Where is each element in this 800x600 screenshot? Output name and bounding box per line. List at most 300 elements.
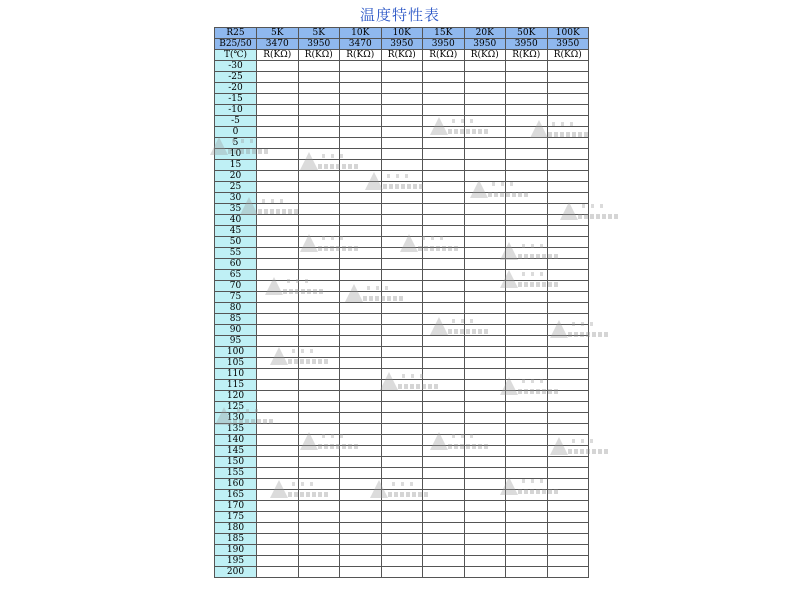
resistance-cell[interactable] (547, 380, 589, 391)
resistance-cell[interactable] (423, 127, 465, 138)
resistance-cell[interactable] (506, 347, 548, 358)
resistance-cell[interactable] (257, 94, 299, 105)
resistance-cell[interactable] (298, 237, 340, 248)
resistance-cell[interactable] (423, 567, 465, 578)
resistance-cell[interactable] (423, 545, 465, 556)
resistance-cell[interactable] (257, 116, 299, 127)
resistance-cell[interactable] (340, 94, 382, 105)
resistance-cell[interactable] (381, 490, 423, 501)
resistance-cell[interactable] (257, 490, 299, 501)
resistance-cell[interactable] (298, 116, 340, 127)
resistance-cell[interactable] (298, 83, 340, 94)
resistance-cell[interactable] (423, 457, 465, 468)
resistance-cell[interactable] (257, 204, 299, 215)
resistance-cell[interactable] (381, 160, 423, 171)
resistance-cell[interactable] (506, 435, 548, 446)
resistance-cell[interactable] (381, 446, 423, 457)
resistance-cell[interactable] (464, 215, 506, 226)
resistance-cell[interactable] (298, 424, 340, 435)
resistance-cell[interactable] (298, 402, 340, 413)
resistance-cell[interactable] (464, 424, 506, 435)
resistance-cell[interactable] (381, 149, 423, 160)
resistance-cell[interactable] (340, 336, 382, 347)
resistance-cell[interactable] (381, 369, 423, 380)
resistance-cell[interactable] (423, 523, 465, 534)
resistance-cell[interactable] (257, 501, 299, 512)
resistance-cell[interactable] (423, 512, 465, 523)
resistance-cell[interactable] (547, 468, 589, 479)
resistance-cell[interactable] (423, 259, 465, 270)
resistance-cell[interactable] (257, 369, 299, 380)
resistance-cell[interactable] (298, 457, 340, 468)
resistance-cell[interactable] (506, 358, 548, 369)
resistance-cell[interactable] (381, 171, 423, 182)
resistance-cell[interactable] (340, 127, 382, 138)
resistance-cell[interactable] (298, 512, 340, 523)
resistance-cell[interactable] (506, 138, 548, 149)
resistance-cell[interactable] (547, 446, 589, 457)
resistance-cell[interactable] (464, 556, 506, 567)
resistance-cell[interactable] (340, 83, 382, 94)
resistance-cell[interactable] (423, 292, 465, 303)
resistance-cell[interactable] (381, 94, 423, 105)
resistance-cell[interactable] (340, 490, 382, 501)
resistance-cell[interactable] (423, 325, 465, 336)
resistance-cell[interactable] (257, 270, 299, 281)
resistance-cell[interactable] (506, 567, 548, 578)
resistance-cell[interactable] (381, 380, 423, 391)
resistance-cell[interactable] (298, 259, 340, 270)
resistance-cell[interactable] (506, 94, 548, 105)
resistance-cell[interactable] (464, 116, 506, 127)
resistance-cell[interactable] (506, 556, 548, 567)
resistance-cell[interactable] (257, 380, 299, 391)
resistance-cell[interactable] (257, 83, 299, 94)
resistance-cell[interactable] (423, 347, 465, 358)
resistance-cell[interactable] (257, 61, 299, 72)
resistance-cell[interactable] (464, 413, 506, 424)
resistance-cell[interactable] (257, 314, 299, 325)
resistance-cell[interactable] (257, 281, 299, 292)
resistance-cell[interactable] (423, 182, 465, 193)
resistance-cell[interactable] (257, 237, 299, 248)
resistance-cell[interactable] (298, 105, 340, 116)
resistance-cell[interactable] (464, 182, 506, 193)
resistance-cell[interactable] (547, 105, 589, 116)
resistance-cell[interactable] (257, 259, 299, 270)
resistance-cell[interactable] (547, 556, 589, 567)
resistance-cell[interactable] (464, 468, 506, 479)
resistance-cell[interactable] (340, 446, 382, 457)
resistance-cell[interactable] (340, 270, 382, 281)
resistance-cell[interactable] (547, 193, 589, 204)
resistance-cell[interactable] (547, 314, 589, 325)
resistance-cell[interactable] (340, 215, 382, 226)
resistance-cell[interactable] (547, 325, 589, 336)
resistance-cell[interactable] (464, 501, 506, 512)
resistance-cell[interactable] (340, 523, 382, 534)
resistance-cell[interactable] (423, 468, 465, 479)
resistance-cell[interactable] (340, 556, 382, 567)
resistance-cell[interactable] (257, 127, 299, 138)
resistance-cell[interactable] (257, 182, 299, 193)
resistance-cell[interactable] (298, 369, 340, 380)
resistance-cell[interactable] (423, 105, 465, 116)
resistance-cell[interactable] (423, 83, 465, 94)
resistance-cell[interactable] (423, 534, 465, 545)
resistance-cell[interactable] (547, 116, 589, 127)
resistance-cell[interactable] (423, 391, 465, 402)
resistance-cell[interactable] (423, 314, 465, 325)
resistance-cell[interactable] (340, 391, 382, 402)
resistance-cell[interactable] (423, 358, 465, 369)
resistance-cell[interactable] (464, 193, 506, 204)
resistance-cell[interactable] (423, 193, 465, 204)
resistance-cell[interactable] (340, 479, 382, 490)
resistance-cell[interactable] (381, 457, 423, 468)
resistance-cell[interactable] (423, 237, 465, 248)
resistance-cell[interactable] (340, 325, 382, 336)
resistance-cell[interactable] (547, 424, 589, 435)
resistance-cell[interactable] (423, 556, 465, 567)
resistance-cell[interactable] (464, 380, 506, 391)
resistance-cell[interactable] (547, 83, 589, 94)
resistance-cell[interactable] (381, 523, 423, 534)
resistance-cell[interactable] (298, 490, 340, 501)
resistance-cell[interactable] (547, 303, 589, 314)
resistance-cell[interactable] (464, 61, 506, 72)
resistance-cell[interactable] (340, 248, 382, 259)
resistance-cell[interactable] (423, 215, 465, 226)
resistance-cell[interactable] (381, 424, 423, 435)
resistance-cell[interactable] (547, 391, 589, 402)
resistance-cell[interactable] (340, 138, 382, 149)
resistance-cell[interactable] (257, 303, 299, 314)
resistance-cell[interactable] (381, 127, 423, 138)
resistance-cell[interactable] (257, 391, 299, 402)
resistance-cell[interactable] (381, 248, 423, 259)
resistance-cell[interactable] (298, 501, 340, 512)
resistance-cell[interactable] (423, 116, 465, 127)
resistance-cell[interactable] (340, 149, 382, 160)
resistance-cell[interactable] (506, 83, 548, 94)
resistance-cell[interactable] (464, 281, 506, 292)
resistance-cell[interactable] (298, 149, 340, 160)
resistance-cell[interactable] (340, 402, 382, 413)
resistance-cell[interactable] (547, 457, 589, 468)
resistance-cell[interactable] (547, 435, 589, 446)
resistance-cell[interactable] (257, 248, 299, 259)
resistance-cell[interactable] (506, 512, 548, 523)
resistance-cell[interactable] (423, 61, 465, 72)
resistance-cell[interactable] (298, 138, 340, 149)
resistance-cell[interactable] (257, 193, 299, 204)
resistance-cell[interactable] (257, 424, 299, 435)
resistance-cell[interactable] (547, 215, 589, 226)
resistance-cell[interactable] (340, 281, 382, 292)
resistance-cell[interactable] (340, 512, 382, 523)
resistance-cell[interactable] (340, 457, 382, 468)
resistance-cell[interactable] (298, 380, 340, 391)
resistance-cell[interactable] (506, 490, 548, 501)
resistance-cell[interactable] (298, 413, 340, 424)
resistance-cell[interactable] (547, 292, 589, 303)
resistance-cell[interactable] (423, 160, 465, 171)
resistance-cell[interactable] (464, 358, 506, 369)
resistance-cell[interactable] (547, 402, 589, 413)
resistance-cell[interactable] (506, 237, 548, 248)
resistance-cell[interactable] (464, 336, 506, 347)
resistance-cell[interactable] (298, 556, 340, 567)
resistance-cell[interactable] (298, 72, 340, 83)
resistance-cell[interactable] (547, 138, 589, 149)
resistance-cell[interactable] (547, 347, 589, 358)
resistance-cell[interactable] (547, 248, 589, 259)
resistance-cell[interactable] (423, 424, 465, 435)
resistance-cell[interactable] (257, 446, 299, 457)
resistance-cell[interactable] (381, 336, 423, 347)
resistance-cell[interactable] (464, 446, 506, 457)
resistance-cell[interactable] (257, 479, 299, 490)
resistance-cell[interactable] (340, 105, 382, 116)
resistance-cell[interactable] (464, 292, 506, 303)
resistance-cell[interactable] (547, 94, 589, 105)
resistance-cell[interactable] (381, 292, 423, 303)
resistance-cell[interactable] (547, 369, 589, 380)
resistance-cell[interactable] (506, 325, 548, 336)
resistance-cell[interactable] (547, 259, 589, 270)
resistance-cell[interactable] (381, 215, 423, 226)
resistance-cell[interactable] (381, 347, 423, 358)
resistance-cell[interactable] (506, 116, 548, 127)
resistance-cell[interactable] (506, 226, 548, 237)
resistance-cell[interactable] (381, 116, 423, 127)
resistance-cell[interactable] (423, 446, 465, 457)
resistance-cell[interactable] (298, 479, 340, 490)
resistance-cell[interactable] (257, 358, 299, 369)
resistance-cell[interactable] (506, 391, 548, 402)
resistance-cell[interactable] (464, 512, 506, 523)
resistance-cell[interactable] (340, 435, 382, 446)
resistance-cell[interactable] (547, 336, 589, 347)
resistance-cell[interactable] (506, 457, 548, 468)
resistance-cell[interactable] (257, 534, 299, 545)
resistance-cell[interactable] (381, 512, 423, 523)
resistance-cell[interactable] (340, 468, 382, 479)
resistance-cell[interactable] (298, 325, 340, 336)
resistance-cell[interactable] (298, 347, 340, 358)
resistance-cell[interactable] (257, 413, 299, 424)
resistance-cell[interactable] (506, 127, 548, 138)
resistance-cell[interactable] (257, 171, 299, 182)
resistance-cell[interactable] (340, 61, 382, 72)
resistance-cell[interactable] (340, 380, 382, 391)
resistance-cell[interactable] (506, 61, 548, 72)
resistance-cell[interactable] (464, 160, 506, 171)
resistance-cell[interactable] (381, 204, 423, 215)
resistance-cell[interactable] (381, 534, 423, 545)
resistance-cell[interactable] (423, 204, 465, 215)
resistance-cell[interactable] (464, 457, 506, 468)
resistance-cell[interactable] (340, 204, 382, 215)
resistance-cell[interactable] (464, 83, 506, 94)
resistance-cell[interactable] (257, 292, 299, 303)
resistance-cell[interactable] (464, 314, 506, 325)
resistance-cell[interactable] (340, 347, 382, 358)
resistance-cell[interactable] (547, 281, 589, 292)
resistance-cell[interactable] (257, 512, 299, 523)
resistance-cell[interactable] (464, 435, 506, 446)
resistance-cell[interactable] (257, 435, 299, 446)
resistance-cell[interactable] (547, 534, 589, 545)
resistance-cell[interactable] (257, 347, 299, 358)
resistance-cell[interactable] (340, 314, 382, 325)
resistance-cell[interactable] (423, 402, 465, 413)
resistance-cell[interactable] (381, 193, 423, 204)
resistance-cell[interactable] (340, 182, 382, 193)
resistance-cell[interactable] (298, 171, 340, 182)
resistance-cell[interactable] (506, 314, 548, 325)
resistance-cell[interactable] (257, 336, 299, 347)
resistance-cell[interactable] (340, 226, 382, 237)
resistance-cell[interactable] (381, 435, 423, 446)
resistance-cell[interactable] (423, 72, 465, 83)
resistance-cell[interactable] (464, 534, 506, 545)
resistance-cell[interactable] (423, 281, 465, 292)
resistance-cell[interactable] (381, 501, 423, 512)
resistance-cell[interactable] (257, 556, 299, 567)
resistance-cell[interactable] (506, 303, 548, 314)
resistance-cell[interactable] (464, 347, 506, 358)
resistance-cell[interactable] (381, 237, 423, 248)
resistance-cell[interactable] (464, 204, 506, 215)
resistance-cell[interactable] (464, 479, 506, 490)
resistance-cell[interactable] (257, 215, 299, 226)
resistance-cell[interactable] (298, 215, 340, 226)
resistance-cell[interactable] (340, 171, 382, 182)
resistance-cell[interactable] (257, 468, 299, 479)
resistance-cell[interactable] (547, 413, 589, 424)
resistance-cell[interactable] (547, 149, 589, 160)
resistance-cell[interactable] (464, 391, 506, 402)
resistance-cell[interactable] (340, 292, 382, 303)
resistance-cell[interactable] (298, 204, 340, 215)
resistance-cell[interactable] (257, 72, 299, 83)
resistance-cell[interactable] (506, 545, 548, 556)
resistance-cell[interactable] (423, 248, 465, 259)
resistance-cell[interactable] (464, 149, 506, 160)
resistance-cell[interactable] (506, 380, 548, 391)
resistance-cell[interactable] (298, 567, 340, 578)
resistance-cell[interactable] (381, 325, 423, 336)
resistance-cell[interactable] (298, 292, 340, 303)
resistance-cell[interactable] (547, 204, 589, 215)
resistance-cell[interactable] (257, 402, 299, 413)
resistance-cell[interactable] (506, 446, 548, 457)
resistance-cell[interactable] (547, 171, 589, 182)
resistance-cell[interactable] (506, 501, 548, 512)
resistance-cell[interactable] (506, 402, 548, 413)
resistance-cell[interactable] (506, 281, 548, 292)
resistance-cell[interactable] (298, 270, 340, 281)
resistance-cell[interactable] (381, 413, 423, 424)
resistance-cell[interactable] (257, 545, 299, 556)
resistance-cell[interactable] (547, 226, 589, 237)
resistance-cell[interactable] (506, 105, 548, 116)
resistance-cell[interactable] (298, 545, 340, 556)
resistance-cell[interactable] (423, 413, 465, 424)
resistance-cell[interactable] (340, 116, 382, 127)
resistance-cell[interactable] (547, 160, 589, 171)
resistance-cell[interactable] (340, 567, 382, 578)
resistance-cell[interactable] (547, 182, 589, 193)
resistance-cell[interactable] (340, 413, 382, 424)
resistance-cell[interactable] (506, 523, 548, 534)
resistance-cell[interactable] (423, 171, 465, 182)
resistance-cell[interactable] (547, 501, 589, 512)
resistance-cell[interactable] (298, 61, 340, 72)
resistance-cell[interactable] (257, 523, 299, 534)
resistance-cell[interactable] (423, 501, 465, 512)
resistance-cell[interactable] (423, 380, 465, 391)
resistance-cell[interactable] (298, 281, 340, 292)
resistance-cell[interactable] (506, 270, 548, 281)
resistance-cell[interactable] (257, 457, 299, 468)
resistance-cell[interactable] (464, 237, 506, 248)
resistance-cell[interactable] (298, 182, 340, 193)
resistance-cell[interactable] (340, 303, 382, 314)
resistance-cell[interactable] (423, 369, 465, 380)
resistance-cell[interactable] (506, 292, 548, 303)
resistance-cell[interactable] (381, 391, 423, 402)
resistance-cell[interactable] (340, 534, 382, 545)
resistance-cell[interactable] (506, 204, 548, 215)
resistance-cell[interactable] (381, 83, 423, 94)
resistance-cell[interactable] (340, 160, 382, 171)
resistance-cell[interactable] (464, 72, 506, 83)
resistance-cell[interactable] (298, 303, 340, 314)
resistance-cell[interactable] (381, 314, 423, 325)
resistance-cell[interactable] (298, 336, 340, 347)
resistance-cell[interactable] (257, 567, 299, 578)
resistance-cell[interactable] (464, 490, 506, 501)
resistance-cell[interactable] (464, 303, 506, 314)
resistance-cell[interactable] (464, 325, 506, 336)
resistance-cell[interactable] (257, 325, 299, 336)
resistance-cell[interactable] (423, 138, 465, 149)
resistance-cell[interactable] (547, 479, 589, 490)
resistance-cell[interactable] (547, 545, 589, 556)
resistance-cell[interactable] (381, 72, 423, 83)
resistance-cell[interactable] (547, 237, 589, 248)
resistance-cell[interactable] (381, 556, 423, 567)
resistance-cell[interactable] (547, 523, 589, 534)
resistance-cell[interactable] (464, 523, 506, 534)
resistance-cell[interactable] (298, 160, 340, 171)
resistance-cell[interactable] (464, 259, 506, 270)
resistance-cell[interactable] (423, 149, 465, 160)
resistance-cell[interactable] (423, 94, 465, 105)
resistance-cell[interactable] (464, 369, 506, 380)
resistance-cell[interactable] (298, 127, 340, 138)
resistance-cell[interactable] (381, 545, 423, 556)
resistance-cell[interactable] (340, 237, 382, 248)
resistance-cell[interactable] (464, 270, 506, 281)
resistance-cell[interactable] (464, 226, 506, 237)
resistance-cell[interactable] (381, 303, 423, 314)
resistance-cell[interactable] (381, 468, 423, 479)
resistance-cell[interactable] (423, 303, 465, 314)
